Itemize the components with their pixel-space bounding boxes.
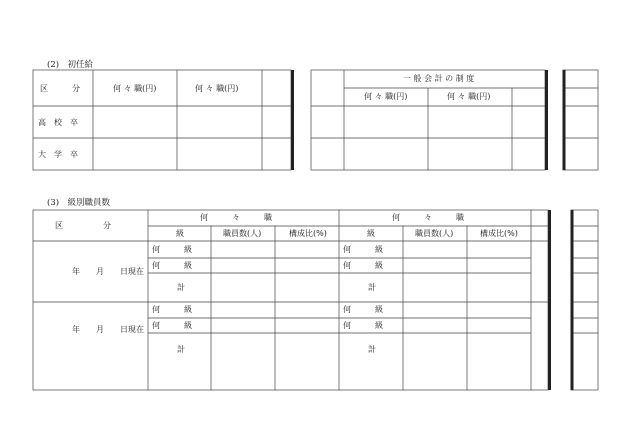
row-label-university: 大 学 卒 [38,150,78,159]
grade-row-label: 何 級 [343,245,383,254]
total-row-label: 計 [177,345,185,354]
grade-row-label: 何 級 [343,261,383,270]
sub-header-grade: 級 [367,229,375,238]
total-row-label: 計 [177,283,185,292]
grade-row-label: 何 級 [152,305,192,314]
group2-title: 何 々 職 [392,213,464,222]
header-kubun: 区 分 [55,221,111,230]
header-occupation-salary-2: 何 々 職(円) [195,84,239,93]
date-label: 年 月 日現在 [72,267,144,276]
sub-header-grade: 級 [176,229,184,238]
sub-header-ratio: 構成比(%) [480,229,518,238]
header-kubun: 区 分 [40,84,80,93]
sub-header-staff-count: 職員数(人) [223,229,262,238]
sub-header-ratio: 構成比(%) [289,229,327,238]
grade-row-label: 何 級 [343,321,383,330]
total-row-label: 計 [368,283,376,292]
grade-row-label: 何 級 [343,305,383,314]
general-occupation-salary-2: 何 々 職(円) [447,92,491,101]
sub-header-staff-count: 職員数(人) [415,229,454,238]
section2-heading: (2) 初任給 [47,60,94,70]
grade-row-label: 何 級 [152,261,192,270]
date-label: 年 月 日現在 [72,325,144,334]
header-occupation-salary-1: 何 々 職(円) [113,84,157,93]
general-account-title: 一 般 会 計 の 制 度 [403,74,475,83]
general-occupation-salary-1: 何 々 職(円) [364,92,408,101]
group1-title: 何 々 職 [200,213,272,222]
row-label-high-school: 高 校 卒 [38,118,78,127]
section3-heading: (3) 級別職員数 [47,198,111,208]
grade-row-label: 何 級 [152,245,192,254]
grade-row-label: 何 級 [152,321,192,330]
total-row-label: 計 [368,345,376,354]
